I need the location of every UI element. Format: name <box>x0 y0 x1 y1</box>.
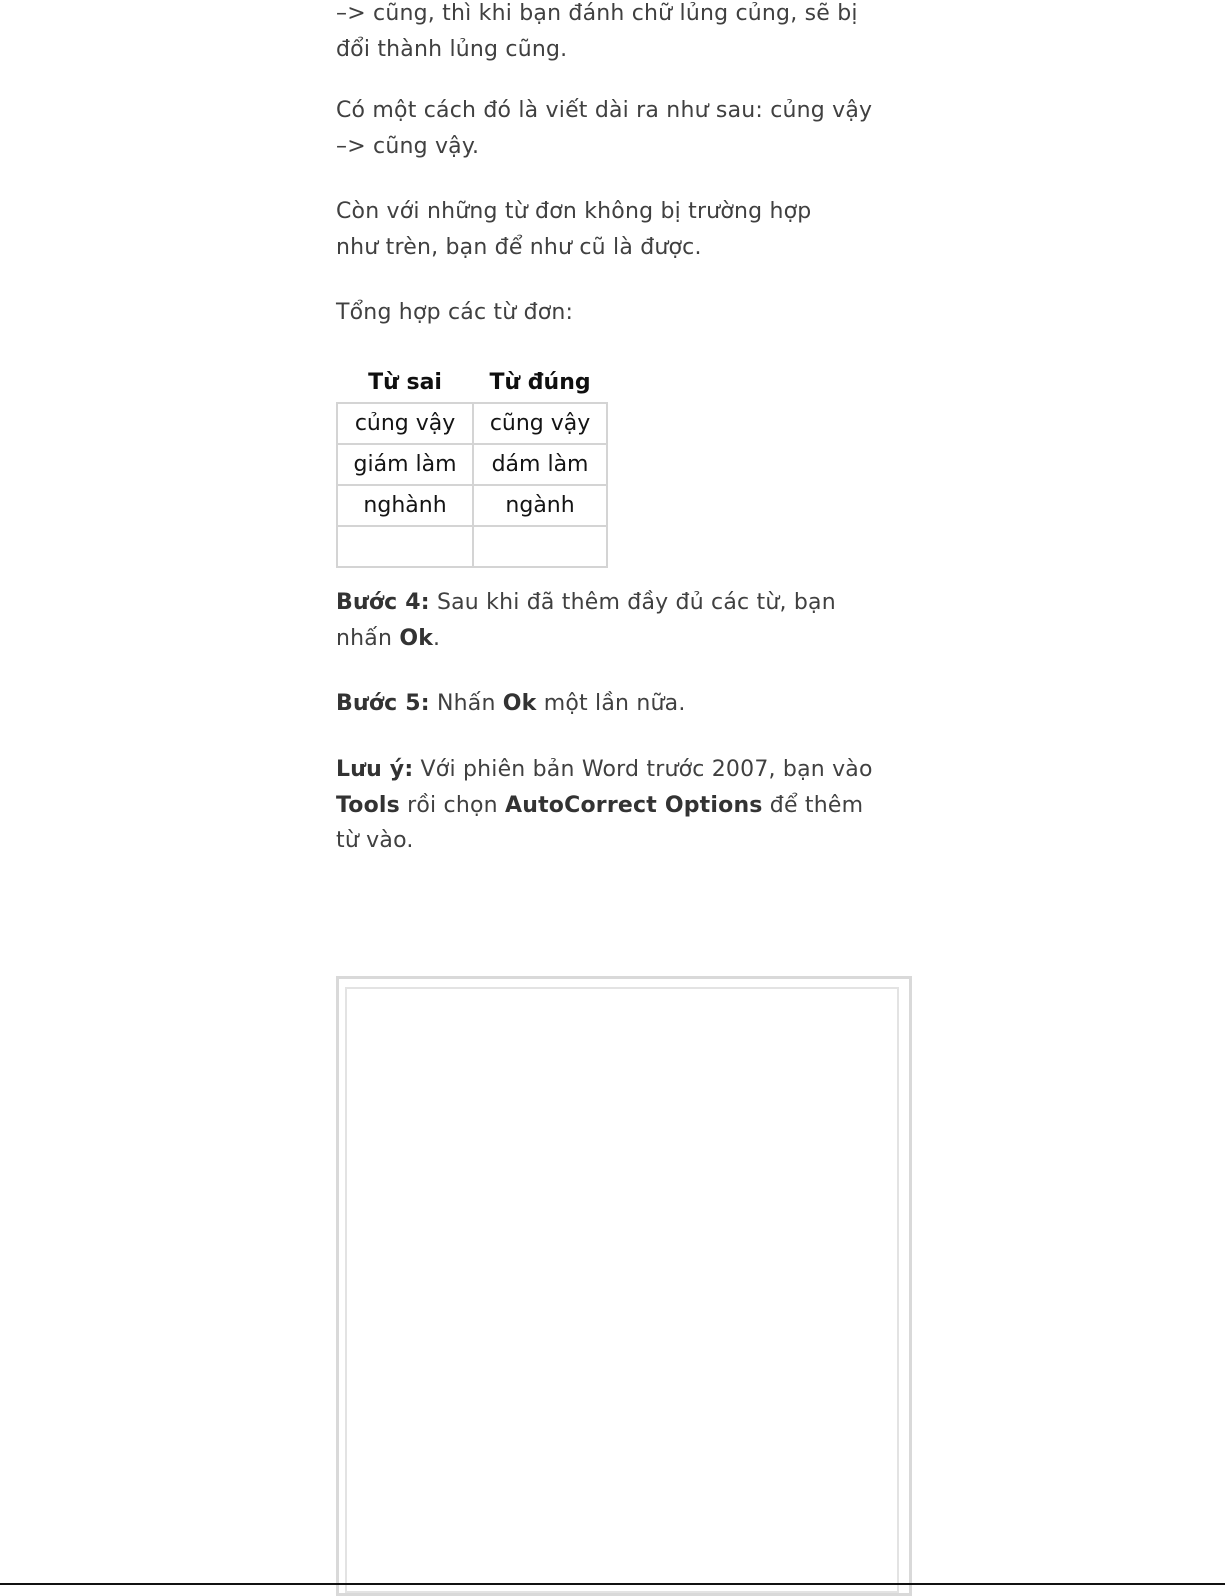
note-text: từ vào. <box>336 828 414 853</box>
text-line: như trèn, bạn để như cũ là được. <box>336 234 702 260</box>
paragraph-autocorrect-example <box>336 0 916 67</box>
step-4-text: nhấn <box>336 625 400 651</box>
cell-correct-word: cũng vậy <box>473 403 607 444</box>
table-row <box>337 526 607 567</box>
note-text: rồi chọn <box>399 792 505 818</box>
note-label: Lưu ý: <box>336 757 414 782</box>
table-row <box>337 403 607 444</box>
embedded-content-frame <box>336 976 912 1596</box>
step-5-ok: Ok <box>502 691 537 716</box>
table-row <box>337 444 607 485</box>
paragraph-long-form-tip <box>336 93 916 164</box>
cell-correct-word: ngành <box>473 485 607 526</box>
column-header-correct: Từ đúng <box>489 369 591 395</box>
note-autocorrect: AutoCorrect Options <box>505 792 763 818</box>
paragraph-note <box>336 752 916 859</box>
step-4-ok: Ok <box>399 625 434 651</box>
cell-wrong-word: củng vậy <box>337 403 473 444</box>
cell-correct-word <box>473 526 607 567</box>
step-4-end: . <box>433 625 441 651</box>
note-tools: Tools <box>336 792 400 818</box>
step-5-text: một lần nữa. <box>536 691 686 716</box>
paragraph-single-words <box>336 194 916 265</box>
text-line: –> cũng, thì khi bạn đánh chữ lủng củng, sẽ bị <box>336 1 858 26</box>
cell-wrong-word <box>337 526 473 567</box>
note-text: Với phiên bản Word trước 2007, bạn vào <box>413 757 873 782</box>
step-5-label: Bước 5: <box>336 691 430 716</box>
text-line: Còn với những từ đơn không bị trường hợp <box>336 199 812 224</box>
table-header-row <box>337 362 607 403</box>
cell-wrong-word: giám làm <box>337 444 473 485</box>
column-header-wrong: Từ sai <box>368 369 442 395</box>
cell-wrong-word: nghành <box>337 485 473 526</box>
paragraph-summary-heading: Tổng hợp các từ đơn: <box>336 300 574 325</box>
note-text: để thêm <box>762 792 864 818</box>
step-4-text: Sau khi đã thêm đầy đủ các từ, bạn <box>429 590 836 615</box>
text-line: Có một cách đó là viết dài ra như sau: củng vậy <box>336 98 873 123</box>
paragraph-step-5 <box>336 686 916 722</box>
step-4-label: Bước 4: <box>336 590 430 615</box>
paragraph-step-4 <box>336 585 916 656</box>
embedded-content-inner <box>345 987 899 1593</box>
word-correction-table <box>336 362 608 568</box>
cell-correct-word: dám làm <box>473 444 607 485</box>
step-5-text: Nhấn <box>429 691 503 716</box>
text-line: đổi thành lủng cũng. <box>336 36 568 62</box>
table-row <box>337 485 607 526</box>
text-line: –> cũng vậy. <box>336 133 480 159</box>
